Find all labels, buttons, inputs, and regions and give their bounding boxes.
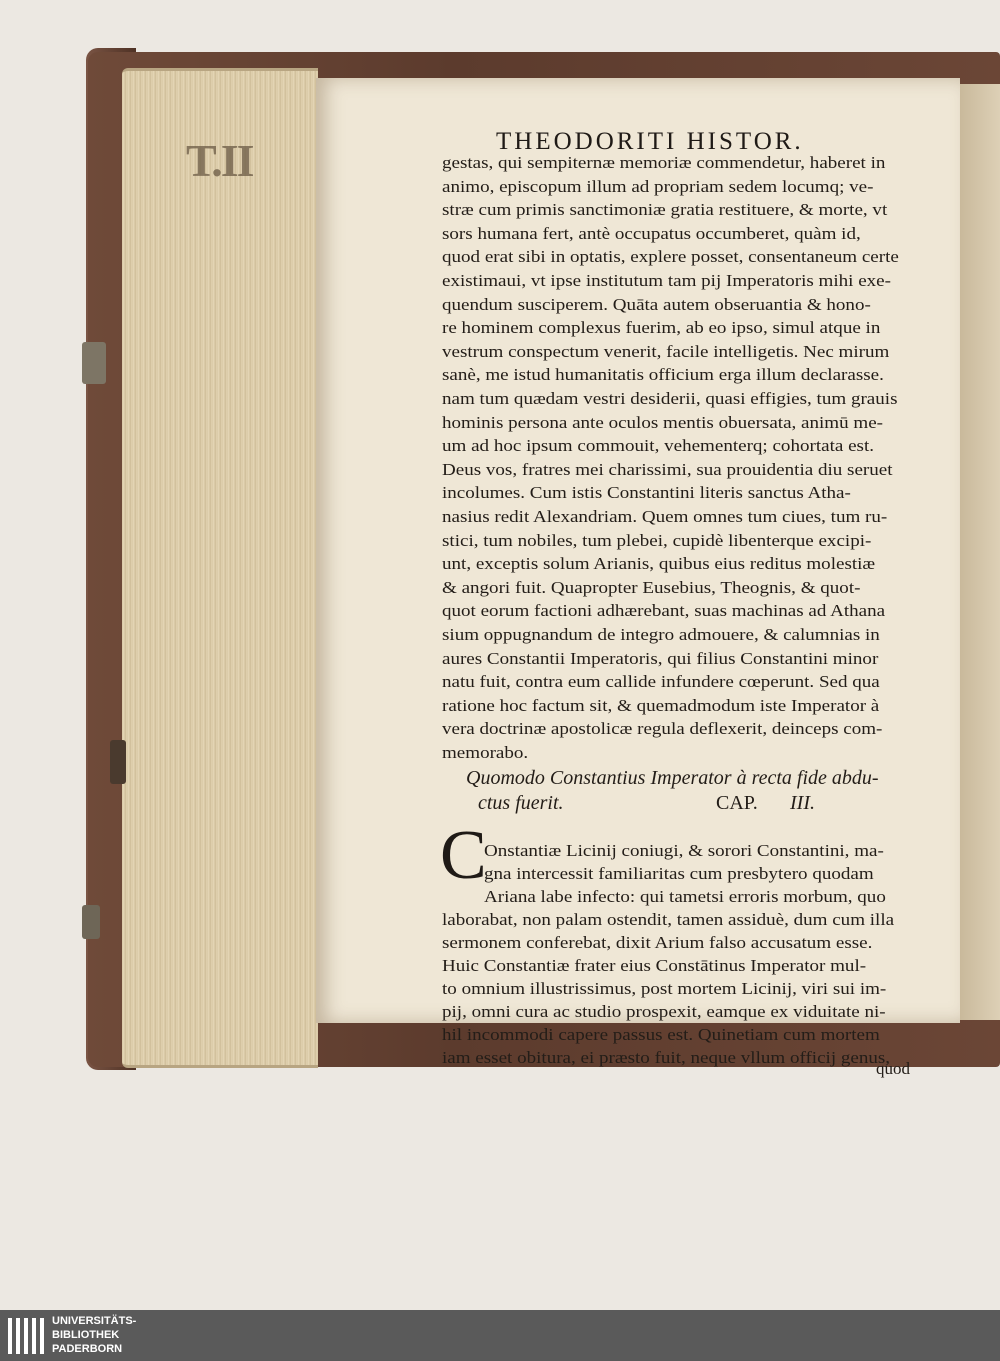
library-name-line: BIBLIOTHEK xyxy=(52,1329,120,1341)
text-line: gestas, qui sempiternæ memoriæ commendetur, haberet in xyxy=(442,153,886,172)
text-line: stici, tum nobiles, tum plebei, cupidè libenterque excipi- xyxy=(442,530,872,550)
text-line: unt, exceptis solum Arianis, quibus eius reditus molestiæ xyxy=(442,554,876,574)
text-line: um ad hoc ipsum commouit, vehementerq; cohortata est. xyxy=(442,436,875,456)
text-line: quod erat sibi in optatis, explere posset, consentaneum certe xyxy=(442,247,899,267)
text-line: Ariana labe infecto: qui tametsi erroris morbum, quo xyxy=(484,887,886,906)
library-logo-icon xyxy=(6,1314,46,1358)
text-line: vera doctrinæ apostolicæ regula deflexerit, deinceps com- xyxy=(442,719,883,739)
text-line: vestrum conspectum venerit, facile intelligetis. Nec mirum xyxy=(442,341,890,361)
text-line: nasius redit Alexandriam. Quem omnes tum ciues, tum ru- xyxy=(442,507,888,526)
library-name-line: UNIVERSITÄTS- xyxy=(52,1315,137,1327)
text-line: quendum susciperem. Quāta autem obseruantia & hono- xyxy=(442,294,871,314)
text-line: iam esset obitura, ei præsto fuit, neque vllum officij genus, xyxy=(442,1048,891,1067)
chapter-label: CAP. xyxy=(716,792,758,814)
clasp xyxy=(82,342,106,384)
clasp xyxy=(82,905,100,939)
drop-cap: C xyxy=(440,817,487,894)
text-line: nam tum quædam vestri desiderii, quasi effigies, tum grauis xyxy=(442,389,898,408)
text-line: memorabo. xyxy=(442,743,529,762)
text-line: re hominem complexus fuerim, ab eo ipso, simul atque in xyxy=(442,318,881,338)
text-line: pij, omni cura ac studio prospexit, eamque ex viduitate ni- xyxy=(442,1002,886,1021)
text-line: sors humana fert, antè occupatus occumberet, quàm id, xyxy=(442,223,861,243)
chapter-heading-line: Quomodo Constantius Imperator à recta fide abdu- xyxy=(466,767,879,789)
text-line: sermonem conferebat, dixit Arium falso accusatum esse. xyxy=(442,933,873,952)
text-line: hominis persona ante oculos mentis obuersata, animū me- xyxy=(442,412,883,432)
text-line: existimaui, vt ipse institutum tam pij Imperatoris mihi exe- xyxy=(442,271,891,290)
text-line: Onstantiæ Licinij coniugi, & sorori Constantini, ma- xyxy=(484,841,884,860)
footer-bar xyxy=(0,1310,1000,1361)
text-line: gna intercessit familiaritas cum presbytero quodam xyxy=(484,864,874,883)
text-line: sanè, me istud humanitatis officium erga illum declarasse. xyxy=(442,365,884,385)
clasp xyxy=(110,740,126,784)
text-line: aures Constantii Imperatoris, qui filius Constantini minor xyxy=(442,648,879,668)
text-line: Huic Constantiæ frater eius Constātinus Imperator mul- xyxy=(442,956,867,975)
chapter-heading-line: ctus fuerit. xyxy=(478,792,564,814)
text-line: quot eorum factioni adhærebant, suas machinas ad Athana xyxy=(442,601,886,621)
text-line: incolumes. Cum istis Constantini literis sanctus Atha- xyxy=(442,483,851,503)
text-line: natu fuit, contra eum callide infundere cœperunt. Sed qua xyxy=(442,672,880,692)
catchword: quod xyxy=(876,1059,910,1078)
running-title: THEODORITI HISTOR. xyxy=(496,128,804,155)
text-line: ratione hoc factum sit, & quemadmodum iste Imperator à xyxy=(442,695,880,715)
library-name-line: PADERBORN xyxy=(52,1343,123,1355)
facing-page-edge xyxy=(960,84,1000,1020)
text-line: Deus vos, fratres mei charissimi, sua prouidentia diu seruet xyxy=(442,459,893,479)
text-line: laborabat, non palam ostendit, tamen assiduè, dum cum illa xyxy=(442,910,895,929)
text-line: animo, episcopum illum ad propriam sedem locumq; ve- xyxy=(442,176,874,196)
page-edges xyxy=(122,68,318,1068)
text-line: to omnium illustrissimus, post mortem Licinij, viri sui im- xyxy=(442,979,887,998)
text-line: stræ cum primis sanctimoniæ gratia restituere, & morte, vt xyxy=(442,200,888,220)
text-line: & angori fuit. Quapropter Eusebius, Theognis, & quot- xyxy=(442,577,861,597)
text-line: hil incommodi capere passus est. Quinetiam cum mortem xyxy=(442,1025,880,1044)
library-name xyxy=(52,1314,192,1356)
fore-edge-mark: T.II xyxy=(186,135,253,186)
text-line: sium oppugnandum de integro admouere, & calumnias in xyxy=(442,625,880,644)
chapter-number: III. xyxy=(790,792,815,814)
